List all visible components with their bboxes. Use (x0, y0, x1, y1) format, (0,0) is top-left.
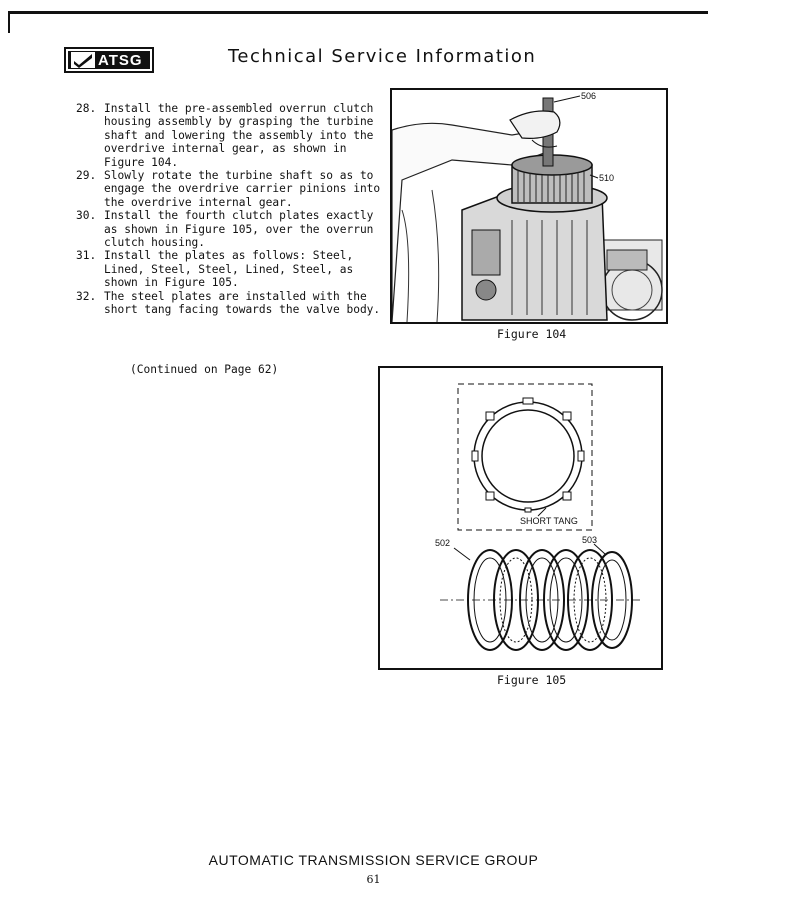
instruction-list (76, 102, 386, 317)
figure-105-illustration (380, 368, 661, 668)
step-number: 32. (76, 289, 97, 303)
step-text: Install the fourth clutch plates exactly as shown in Figure 105, over the overrun clutch housing. (104, 209, 374, 250)
callout-506: 506 (581, 91, 597, 101)
steel-plate-detail (472, 398, 584, 512)
instruction-step (76, 209, 386, 249)
atsg-logo (64, 47, 154, 73)
step-number: 29. (76, 169, 97, 183)
step-number: 30. (76, 209, 97, 223)
step-text: Install the pre-assembled overrun clutch housing assembly by grasping the turbine shaft and lowering the assembly into the overdrive internal gear, as shown in Figure 104. (104, 102, 374, 169)
figure-105-caption: Figure 105 (497, 673, 567, 687)
callout-502: 502 (435, 538, 451, 548)
top-rule (8, 11, 708, 14)
callout-503: 503 (582, 535, 598, 545)
figure-104-frame (390, 88, 668, 324)
instruction-step (76, 249, 386, 289)
step-number: 31. (76, 249, 97, 263)
step-text: Install the plates as follows: Steel, Lined, Steel, Steel, Lined, Steel, as shown in Figure 105. (104, 249, 354, 290)
short-tang-label: SHORT TANG (520, 516, 578, 526)
step-text: The steel plates are installed with the short tang facing towards the valve body. (104, 289, 381, 317)
step-text: Slowly rotate the turbine shaft so as to engage the overdrive carrier pinions into the overdrive internal gear. (104, 169, 381, 209)
page-title: Technical Service Information (228, 46, 537, 67)
checkmark-icon (70, 50, 96, 70)
continued-note: (Continued on Page 62) (130, 363, 279, 376)
logo-text: ATSG (98, 51, 143, 69)
footer-title: AUTOMATIC TRANSMISSION SERVICE GROUP (208, 852, 539, 868)
left-rule (8, 11, 10, 33)
step-number: 28. (76, 102, 97, 115)
instruction-step (76, 169, 386, 209)
figure-104-illustration (392, 90, 666, 322)
instruction-step (76, 102, 386, 169)
callout-510: 510 (599, 173, 615, 183)
page-number: 61 (366, 873, 381, 886)
instruction-step (76, 290, 386, 317)
figure-104-caption: Figure 104 (497, 327, 567, 341)
figure-105-frame (378, 366, 663, 670)
